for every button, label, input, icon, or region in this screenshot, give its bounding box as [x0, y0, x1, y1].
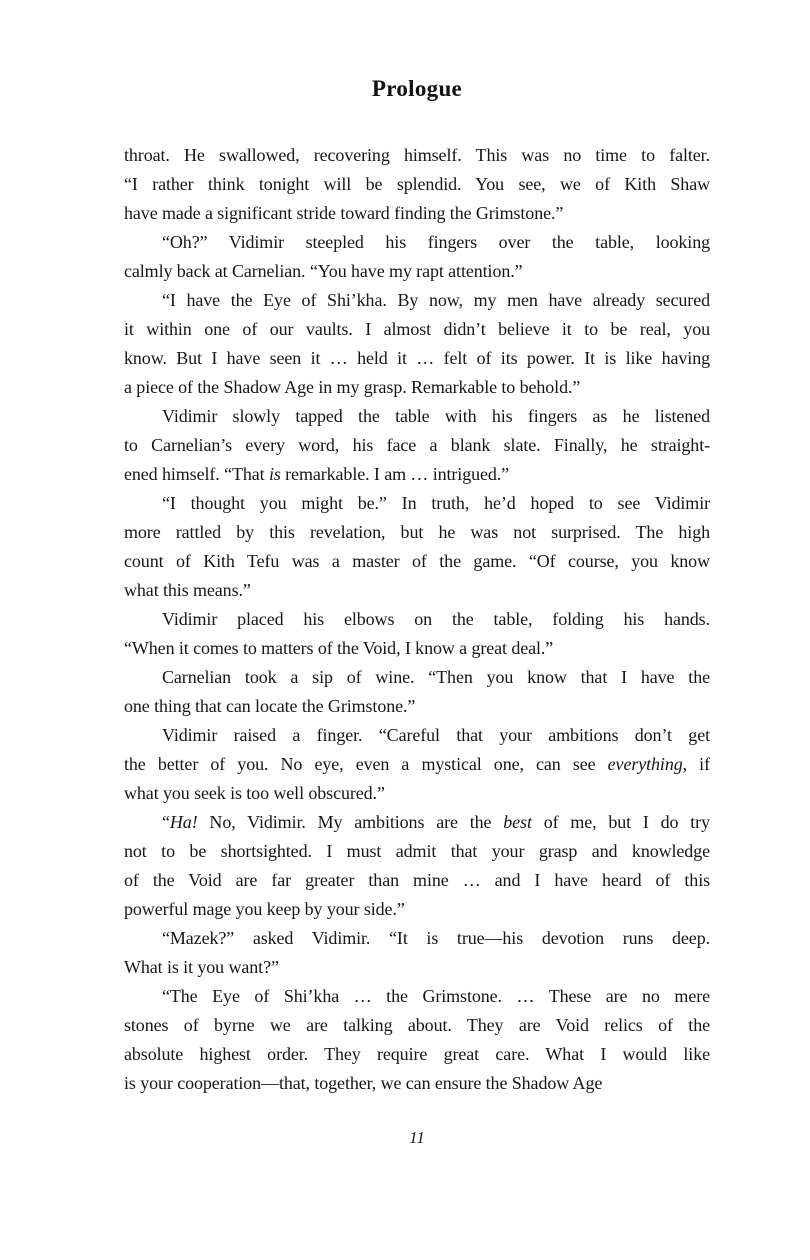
text-line: stones of byrne we are talking about. They are Void relics of the	[124, 1015, 710, 1035]
emphasized-text: is	[268, 464, 281, 484]
text-line: “I have the Eye of Shi’kha. By now, my men have already secured	[162, 290, 710, 310]
text-line: of the Void are far greater than mine … and I have heard of this	[124, 870, 710, 890]
text-line: Carnelian took a sip of wine. “Then you know that I have the	[162, 667, 710, 687]
paragraph	[124, 663, 710, 721]
paragraph	[124, 721, 710, 808]
text-line: absolute highest order. They require great care. What I would like	[124, 1044, 710, 1064]
text-line: one thing that can locate the Grimstone.”	[124, 696, 416, 716]
paragraph	[124, 489, 710, 605]
text-line: ened himself. “That is remarkable. I am … intrigued.”	[124, 464, 510, 484]
paragraph	[124, 228, 710, 286]
text-line: “Mazek?” asked Vidimir. “It is true—his devotion runs deep.	[162, 928, 710, 948]
emphasized-text: best	[503, 812, 532, 832]
paragraph	[124, 924, 710, 982]
text-line: What is it you want?”	[124, 957, 279, 977]
text-line: not to be shortsighted. I must admit that your grasp and knowledge	[124, 841, 710, 861]
text-line: “Oh?” Vidimir steepled his fingers over the table, looking	[162, 232, 710, 252]
text-line: know. But I have seen it … held it … felt of its power. It is like having	[124, 348, 710, 368]
text-line: “Ha! No, Vidimir. My ambitions are the best of me, but I do try	[162, 812, 710, 832]
text-line: powerful mage you keep by your side.”	[124, 899, 405, 919]
text-line: calmly back at Carnelian. “You have my rapt attention.”	[124, 261, 523, 281]
text-line: what this means.”	[124, 580, 251, 600]
paragraph	[124, 141, 710, 228]
emphasized-text: everything	[607, 754, 683, 774]
text-line: count of Kith Tefu was a master of the game. “Of course, you know	[124, 551, 710, 571]
text-line: what you seek is too well obscured.”	[124, 783, 385, 803]
text-line: it within one of our vaults. I almost didn’t believe it to be real, you	[124, 319, 710, 339]
body-text	[124, 141, 710, 1098]
paragraph	[124, 286, 710, 402]
text-line: more rattled by this revelation, but he was not surprised. The high	[124, 522, 710, 542]
text-line: a piece of the Shadow Age in my grasp. Remarkable to behold.”	[124, 377, 581, 397]
text-line: have made a significant stride toward finding the Grimstone.”	[124, 203, 564, 223]
paragraph	[124, 808, 710, 924]
text-line: throat. He swallowed, recovering himself. This was no time to falter.	[124, 145, 710, 165]
text-line: “I thought you might be.” In truth, he’d hoped to see Vidimir	[162, 493, 710, 513]
text-line: the better of you. No eye, even a mystical one, can see everything, if	[124, 754, 710, 774]
text-line: is your cooperation—that, together, we can ensure the Shadow Age	[124, 1073, 603, 1093]
text-line: “The Eye of Shi’kha … the Grimstone. … These are no mere	[162, 986, 710, 1006]
text-line: Vidimir raised a finger. “Careful that your ambitions don’t get	[162, 725, 710, 745]
chapter-title: Prologue	[371, 76, 463, 101]
text-line: Vidimir placed his elbows on the table, folding his hands.	[162, 609, 710, 629]
page-number: 11	[409, 1128, 425, 1147]
text-line: “I rather think tonight will be splendid. You see, we of Kith Shaw	[124, 174, 710, 194]
text-line: “When it comes to matters of the Void, I know a great deal.”	[124, 638, 554, 658]
paragraph	[124, 402, 710, 489]
paragraph	[124, 982, 710, 1098]
text-line: to Carnelian’s every word, his face a blank slate. Finally, he straight-	[124, 435, 710, 455]
paragraph	[124, 605, 710, 663]
emphasized-text: Ha!	[169, 812, 198, 832]
text-line: Vidimir slowly tapped the table with his fingers as he listened	[162, 406, 710, 426]
